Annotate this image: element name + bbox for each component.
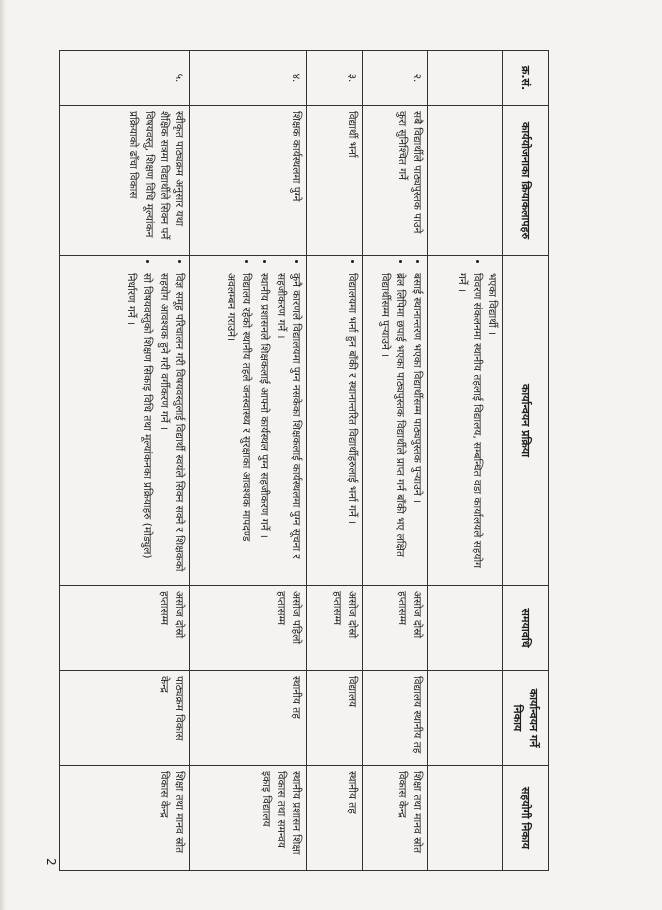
row-timeline: असोज दोस्रो हप्तासम्म [306,586,362,671]
action-plan-table [59,50,549,871]
header-timeline: समयावधि [503,586,549,671]
row-sn: २. [363,51,428,106]
process-bullet: • ब्रेल लिपिमा छपाई भएका पाठ्यपुस्तक विद्यार्थीले प्राप्त गर्न बाँकी भए लक्षित विद्यार्थीसम्म पुर्‍याउने । [377,273,407,580]
table-row [428,51,503,871]
process-bullet: • विज्ञ समूह परिचालन गरी विषयवस्तुलाई विद्यार्थी स्वयंले सिक्न सक्ने र शिक्षकको सहयोग आवश्यक हुने गरी वर्गीकरण गर्ने । [156,273,186,580]
row-implementer [428,671,503,766]
row-sn: ४. [190,51,307,106]
row-timeline: असोज दोस्रो हप्तासम्म [363,586,428,671]
process-list [223,261,303,580]
row-partner: शिक्षा तथा मानव स्रोत विकास केन्द्र [60,766,190,871]
row-activity: स्वीकृत पाठ्यक्रम अनुसार यथा शैक्षिक सत्रमा विद्यार्थीले सिक्न पर्ने विषयवस्तु, शिक्षण विधि मूल्यांकन प्रक्रियाको ढाँचा विकास [60,106,190,256]
header-implementer: कार्यान्वयन गर्ने निकाय [503,671,549,766]
row-sn [428,51,503,106]
process-list [344,261,359,580]
header-row [503,51,549,871]
row-process [190,256,307,586]
process-continued-line: भएका विद्यार्थी । [486,273,498,335]
row-implementer: पाठ्यक्रम विकास केन्द्र [60,671,190,766]
row-partner: स्थानीय तह [306,766,362,871]
row-process [306,256,362,586]
rotated-table-canvas [59,50,549,870]
row-partner: स्थानीय प्रशासन शिक्षा विकास तथा समन्वय इकाइ विद्यालय [190,766,307,871]
process-list [377,261,425,580]
process-bullet: • स्थानीय प्रशासनले शिक्षकलाई आफ्नो कार्यस्थल पुग्न सहजीकरण गर्ने । [255,273,270,580]
table-row [190,51,307,871]
process-bullet: • विवरण संकलनमा स्थानीय तहलाई विद्यालय, सम्बन्धित वडा कार्यालयले सहयोग गर्ने । [453,273,483,580]
process-bullet: • बसाई स्थानान्तरण भएका विद्यार्थीसम्म पाठ्यपुस्तक पुर्‍याउने । [409,273,424,580]
table-row [306,51,362,871]
row-timeline [428,586,503,671]
row-timeline: असोज पहिलो हप्तासम्म [190,586,307,671]
process-bullet: • कुनै कारणले विद्यालयमा पुग्न नसकेका शिक्षकलाई कार्यस्थलमा पुग्न सूचना र सहजीकरण गर्ने । [273,273,303,580]
row-activity: शिक्षक कार्यस्थलमा पुग्ने [190,106,307,256]
row-process [428,256,503,586]
process-list [123,261,186,580]
page-number: 2 [44,858,58,866]
scan-edge-shadow [0,0,6,910]
process-bullet: • विद्यालयमा भर्ना हुन बाँकी र स्थानान्तरित विद्यार्थीहरुलाई भर्ना गर्ने । [344,273,359,580]
row-implementer: विद्यालय स्थानीय तह [363,671,428,766]
row-activity [428,106,503,256]
row-partner: शिक्षा तथा मानव स्रोत विकास केन्द्र [363,766,428,871]
process-bullet: • सो विषयवस्तुको शिक्षण सिकाइ विधि तथा मूल्यांकनका प्रक्रियाहरु (मोड्युल) निर्धारण गर्ने । [123,273,153,580]
row-sn: ३. [306,51,362,106]
row-partner [428,766,503,871]
row-activity: विद्यार्थी भर्ना [306,106,362,256]
header-process: कार्यान्वयन प्रक्रिया [503,256,549,586]
table-row [60,51,190,871]
row-process [60,256,190,586]
row-process [363,256,428,586]
process-bullet: • विद्यालय रहेको स्थानीय तहले जनस्वास्थ्य र सुरक्षाका आवश्यक मापदण्ड अवलम्बन गराउने। [223,273,253,580]
row-implementer: स्थानीय तह [190,671,307,766]
row-implementer: विद्यालय [306,671,362,766]
row-timeline: असोज दोस्रो हप्तासम्म [60,586,190,671]
header-sn: क्र.सं. [503,51,549,106]
table-row [363,51,428,871]
process-list [453,261,483,580]
header-activity: कार्ययोजनाका क्रियाकलापहरु [503,106,549,256]
row-activity: सबै विद्यार्थीले पाठ्यपुस्तक पाउने कुरा सुनिश्चित गर्ने [363,106,428,256]
header-partner: सहयोगी निकाय [503,766,549,871]
row-sn: ५. [60,51,190,106]
